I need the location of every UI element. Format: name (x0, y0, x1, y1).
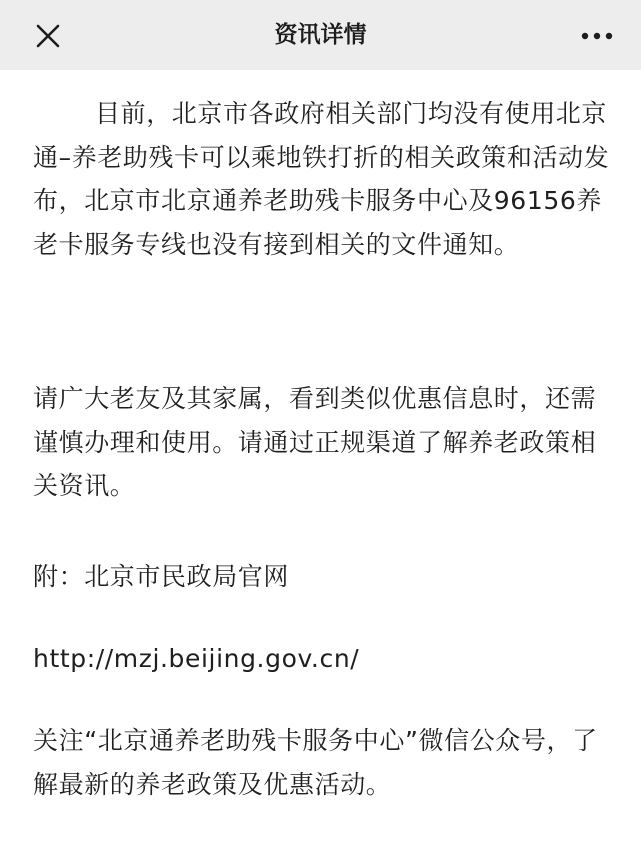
article-paragraph: 关注“北京通养老助残卡服务中心”微信公众号，了解最新的养老政策及优惠活动。 (33, 726, 598, 799)
article-paragraph: 请广大老友及其家属，看到类似优惠信息时，还需谨慎办理和使用。请通过正规渠道了解养老政策相关资讯。 (33, 384, 597, 500)
article-body (0, 70, 641, 852)
more-button[interactable] (575, 14, 619, 58)
official-website-url: http://mzj.beijing.gov.cn/ (33, 644, 360, 673)
more-dots-icon (581, 31, 613, 41)
article-paragraph: 目前，北京市各政府相关部门均没有使用北京通–养老助残卡可以乘地铁打折的相关政策和活动发布，北京市北京通养老助残卡服务中心及96156养老卡服务专线也没有接到相关的文件通知。 (33, 99, 610, 259)
nav-bar (0, 0, 641, 71)
article-paragraph: 附：北京市民政局官网 (33, 562, 290, 591)
page-title: 资讯详情 (274, 22, 367, 48)
